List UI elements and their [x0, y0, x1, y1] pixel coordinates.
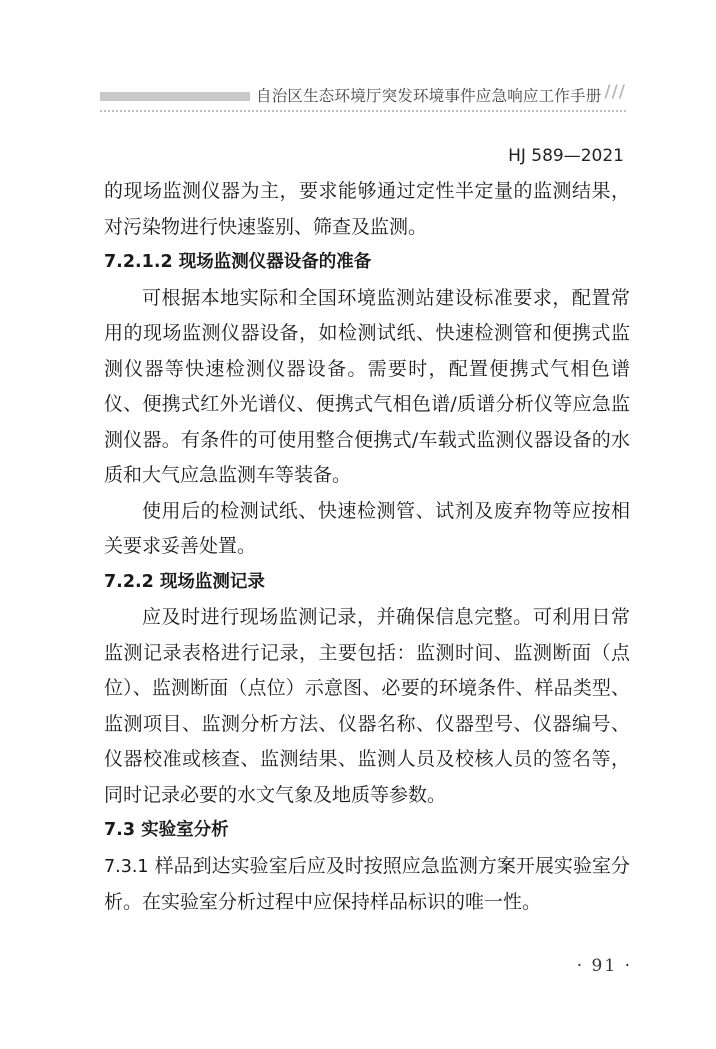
clause-text-7-3-1: 样品到达实验室后应及时按照应急监测方案开展实验室分析。在实验室分析过程中应保持样品标识的唯一性。: [104, 854, 630, 913]
paragraph-equipment-prep: 可根据本地实际和全国环境监测站建设标准要求，配置常用的现场监测仪器设备，如检测试纸、快速检测管和便携式监测仪器等快速检测仪器设备。需要时，配置便携式气相色谱仪、便携式红外光谱仪、便携式气相色谱/质谱分析仪等应急监测仪器。有条件的可使用整合便携式/车载式监测仪器设备的水质和大气应急监测车等装备。: [104, 286, 630, 486]
paragraph-disposal: 使用后的检测试纸、快速检测管、试剂及废弃物等应按相关要求妥善处置。: [104, 499, 630, 557]
page-body: [104, 174, 630, 921]
header-dotted-rule: [100, 110, 626, 112]
header-title: 自治区生态环境厅突发环境事件应急响应工作手册: [256, 87, 602, 105]
heading-7-2-2: 7.2.2 现场监测记录: [104, 571, 265, 592]
paragraph-7-3-1: [104, 849, 630, 921]
page-number: · 91 ·: [576, 956, 632, 976]
heading-7-2-1-2: 7.2.1.2 现场监测仪器设备的准备: [104, 252, 372, 272]
paragraph-continued: 的现场监测仪器为主，要求能够通过定性半定量的监测结果，对污染物进行快速鉴别、筛查及监测。: [104, 180, 630, 238]
clause-number-7-3-1: 7.3.1: [104, 856, 149, 877]
standard-code: HJ 589—2021: [508, 146, 624, 166]
header-decor-bar: [100, 92, 250, 101]
heading-7-3: 7.3 实验室分析: [104, 820, 229, 840]
paragraph-monitoring-record: 应及时进行现场监测记录，并确保信息完整。可利用日常监测记录表格进行记录，主要包括：监测时间、监测断面（点位）、监测断面（点位）示意图、必要的环境条件、样品类型、监测项目、监测分析方法、仪器名称、仪器型号、仪器编号、仪器校准或核查、监测结果、监测人员及校核人员的签名等，同时记录必要的水文气象及地质等参数。: [104, 606, 630, 806]
header-slashes: ///: [604, 82, 626, 102]
running-header: [100, 80, 626, 114]
